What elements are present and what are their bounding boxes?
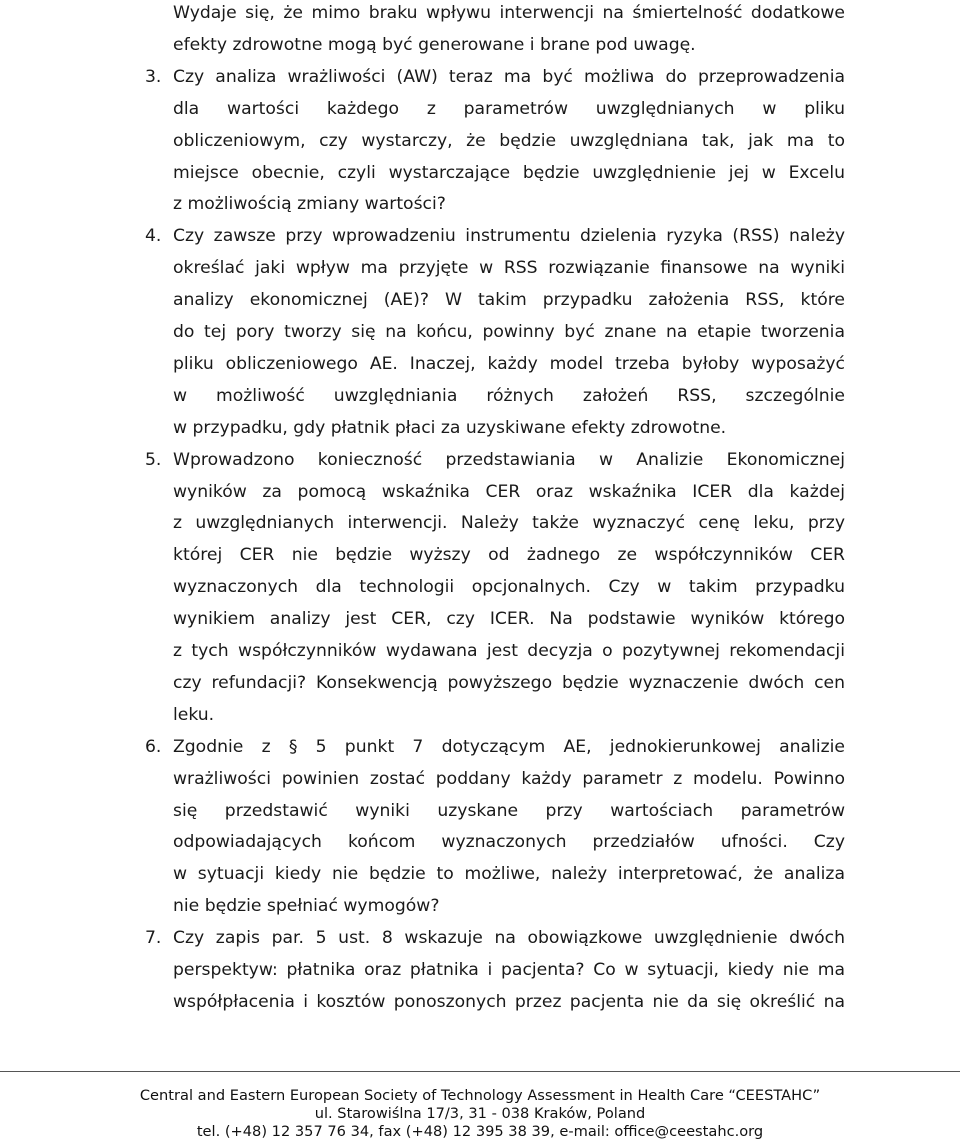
text-line: z tych współczynników wydawana jest decyzja o pozytywnej rekomendacji (173, 641, 845, 661)
text-line: wynikiem analizy jest CER, czy ICER. Na podstawie wyników którego (173, 609, 845, 630)
text-line: wyznaczonych dla technologii opcjonalnych. Czy w takim przypadku (173, 577, 845, 598)
paragraph-number: 6. (145, 736, 162, 757)
text-line: obliczeniowym, czy wystarczy, że będzie uwzględniana tak, jak ma to (173, 130, 845, 151)
text-line: odpowiadających końcom wyznaczonych przedziałów ufności. Czy (173, 832, 845, 853)
text-line: efekty zdrowotne mogą być generowane i brane pod uwagę. (173, 34, 696, 55)
text-line: z uwzględnianych interwencji. Należy także wyznaczyć cenę leku, przy (173, 513, 845, 534)
text-line: z możliwością zmiany wartości? (173, 194, 446, 215)
text-line: Czy analiza wrażliwości (AW) teraz ma być możliwa do przeprowadzenia (173, 66, 845, 87)
footer-contact: tel. (+48) 12 357 76 34, fax (+48) 12 395 38 39, e-mail: office@ceestahc.org (196, 1123, 764, 1140)
text-line: dla wartości każdego z parametrów uwzględnianych w pliku (173, 98, 845, 119)
text-line: wyników za pomocą wskaźnika CER oraz wskaźnika ICER dla każdej (173, 481, 845, 502)
text-line: określać jaki wpływ ma przyjęte w RSS rozwiązanie finansowe na wyniki (173, 258, 845, 279)
text-line: do tej pory tworzy się na końcu, powinny być znane na etapie tworzenia (173, 322, 845, 342)
text-line: Wydaje się, że mimo braku wpływu interwencji na śmiertelność dodatkowe (173, 3, 845, 23)
text-line: Wprowadzono konieczność przedstawiania w Analizie Ekonomicznej (173, 449, 845, 470)
text-line: miejsce obecnie, czyli wystarczające będzie uwzględnienie jej w Excelu (173, 162, 845, 183)
paragraph-number: 5. (145, 449, 162, 470)
text-line: się przedstawić wyniki uzyskane przy wartościach parametrów (173, 800, 845, 821)
text-line: w możliwość uwzględniania różnych założeń RSS, szczególnie (173, 385, 845, 406)
paragraph-number: 3. (145, 66, 162, 87)
text-line: leku. (173, 704, 215, 725)
text-line: której CER nie będzie wyższy od żadnego ze współczynników CER (173, 545, 845, 566)
text-line: pliku obliczeniowego AE. Inaczej, każdy model trzeba byłoby wyposażyć (173, 353, 845, 374)
text-line: wrażliwości powinien zostać poddany każdy parametr z modelu. Powinno (173, 768, 845, 789)
text-line: współpłacenia i kosztów ponoszonych przez pacjenta nie da się określić na (173, 991, 845, 1012)
text-line: perspektyw: płatnika oraz płatnika i pacjenta? Co w sytuacji, kiedy nie ma (173, 960, 845, 980)
footer-divider (0, 1071, 960, 1072)
text-line: w sytuacji kiedy nie będzie to możliwe, należy interpretować, że analiza (173, 864, 845, 885)
text-line: Czy zawsze przy wprowadzeniu instrumentu dzielenia ryzyka (RSS) należy (173, 226, 845, 247)
paragraph-number: 4. (145, 226, 162, 247)
footer-organization: Central and Eastern European Society of Technology Assessment in Health Care “CEESTAHC” (139, 1087, 821, 1104)
paragraph-number: 7. (145, 928, 162, 949)
text-line: analizy ekonomicznej (AE)? W takim przypadku założenia RSS, które (173, 290, 845, 311)
text-line: Czy zapis par. 5 ust. 8 wskazuje na obowiązkowe uwzględnienie dwóch (173, 928, 845, 949)
footer-address: ul. Starowiślna 17/3, 31 - 038 Kraków, Poland (314, 1105, 646, 1122)
text-line: nie będzie spełniać wymogów? (173, 896, 440, 917)
text-line: w przypadku, gdy płatnik płaci za uzyskiwane efekty zdrowotne. (173, 417, 727, 438)
text-line: czy refundacji? Konsekwencją powyższego będzie wyznaczenie dwóch cen (173, 672, 845, 693)
text-line: Zgodnie z § 5 punkt 7 dotyczącym AE, jednokierunkowej analizie (173, 736, 845, 757)
